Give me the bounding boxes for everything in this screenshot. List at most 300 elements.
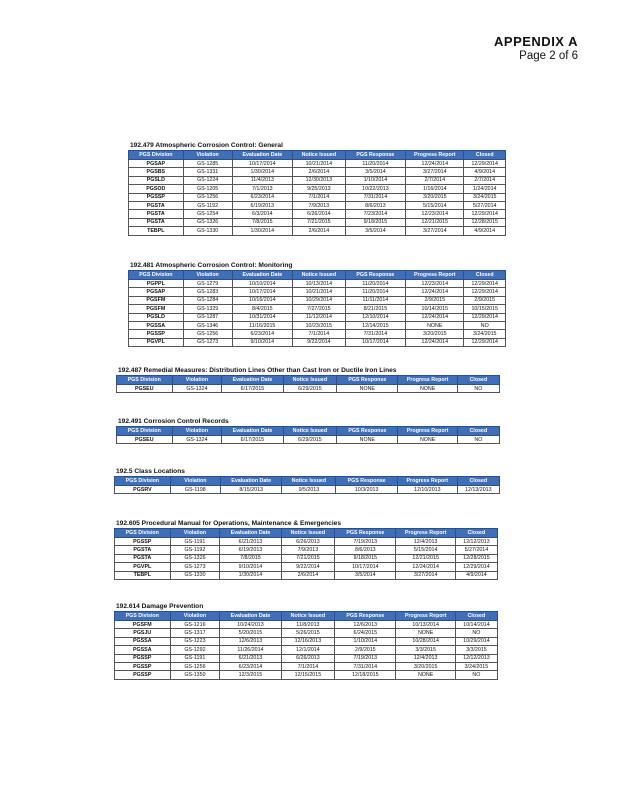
table-cell: 10/13/2014 xyxy=(292,280,345,288)
section-5 xyxy=(114,520,498,580)
table-cell: 12/14/2015 xyxy=(345,321,405,329)
table-cell: 12/6/2013 xyxy=(335,621,396,629)
table-row xyxy=(129,210,506,218)
column-header: Closed xyxy=(457,376,499,385)
table-cell: 12/21/2015 xyxy=(406,218,464,226)
table-cell: PGSTA xyxy=(115,554,171,562)
table-cell: 10/14/2015 xyxy=(406,305,464,313)
table-cell: 6/3/2014 xyxy=(232,210,292,218)
table-cell: PGSEU xyxy=(117,385,173,393)
table-row xyxy=(129,176,506,184)
column-header: Closed xyxy=(455,612,497,621)
table-cell: PGSSP xyxy=(129,330,184,338)
table-cell: PGSSP xyxy=(129,193,184,201)
column-header: PGS Response xyxy=(335,612,396,621)
table-cell: 12/13/2013 xyxy=(457,486,499,494)
table-row xyxy=(129,168,506,176)
table-cell: 7/19/2013 xyxy=(335,654,396,662)
column-header: Violation xyxy=(183,271,232,280)
table-row xyxy=(115,646,498,654)
section-title: 192.614 Damage Prevention xyxy=(116,603,204,610)
table-cell: 3/20/2015 xyxy=(396,662,455,670)
table-cell: GS-1273 xyxy=(170,563,220,571)
column-header: Closed xyxy=(457,427,499,436)
table-cell: 12/29/2014 xyxy=(464,210,506,218)
column-header: Notice Issued xyxy=(282,477,336,486)
table-header-row xyxy=(115,477,500,486)
table-cell: 12/15/2015 xyxy=(281,671,335,679)
table-cell: 7/31/2014 xyxy=(335,662,396,670)
table-cell: TEBPL xyxy=(115,571,171,579)
table-cell: 9/18/2015 xyxy=(345,218,405,226)
table-cell: 8/4/2015 xyxy=(232,305,292,313)
table-cell: 1/10/2014 xyxy=(345,176,405,184)
table-cell: 7/8/2015 xyxy=(220,554,281,562)
table-cell: NO xyxy=(455,671,497,679)
table-cell: PGSTA xyxy=(129,218,184,226)
table-cell: 6/21/2013 xyxy=(220,538,281,546)
column-header: Evaluation Date xyxy=(220,529,281,538)
table-cell: PGSSA xyxy=(115,646,171,654)
table-cell: 7/1/2014 xyxy=(281,662,335,670)
violations-table xyxy=(114,528,498,580)
table-cell: NO xyxy=(455,629,497,637)
violations-table xyxy=(114,476,500,494)
table-cell: 6/24/2015 xyxy=(335,629,396,637)
table-cell: 6/17/2015 xyxy=(222,385,283,393)
table-cell: 8/6/2013 xyxy=(345,201,405,209)
table-cell: 2/7/2014 xyxy=(464,176,506,184)
table-cell: 6/21/2013 xyxy=(220,654,281,662)
table-cell: PGSTA xyxy=(129,210,184,218)
section-6 xyxy=(114,603,498,680)
column-header: Notice Issued xyxy=(283,376,337,385)
table-cell: 3/5/2014 xyxy=(335,571,396,579)
table-cell: 11/16/2015 xyxy=(232,321,292,329)
table-cell: PGSSP xyxy=(115,654,171,662)
section-title: 192.5 Class Locations xyxy=(116,468,185,475)
table-cell: 6/23/2014 xyxy=(232,330,292,338)
column-header: Evaluation Date xyxy=(220,612,281,621)
column-header: Notice Issued xyxy=(292,271,345,280)
table-cell: 6/26/2013 xyxy=(281,538,335,546)
table-cell: 12/24/2014 xyxy=(406,313,464,321)
table-cell: 3/27/2014 xyxy=(396,571,455,579)
table-cell: NO xyxy=(464,321,506,329)
table-cell: PGSTA xyxy=(115,546,171,554)
table-cell: 12/29/2014 xyxy=(455,563,497,571)
table-cell: 7/31/2014 xyxy=(345,330,405,338)
table-cell: 6/29/2015 xyxy=(283,436,337,444)
section-title: 192.487 Remedial Measures: Distribution Lines Other than Cast Iron or Ductile Iron Lines xyxy=(118,367,397,374)
table-cell: 11/4/2013 xyxy=(232,176,292,184)
table-cell: GS-1317 xyxy=(170,629,220,637)
column-header: Evaluation Date xyxy=(220,477,282,486)
table-row xyxy=(129,296,506,304)
table-cell: 10/28/2014 xyxy=(396,637,455,645)
table-cell: GS-1216 xyxy=(170,621,220,629)
table-cell: 9/25/2013 xyxy=(292,185,345,193)
column-header: Violation xyxy=(170,612,220,621)
table-row xyxy=(115,538,498,546)
section-title: 192.481 Atmospheric Corrosion Control: Monitoring xyxy=(130,262,293,269)
page-header xyxy=(494,34,578,62)
table-cell: 5/27/2014 xyxy=(455,546,497,554)
table-cell: 12/12/2013 xyxy=(455,654,497,662)
table-cell: 3/27/2014 xyxy=(406,168,464,176)
table-cell: 6/19/2013 xyxy=(232,201,292,209)
table-header-row xyxy=(115,529,498,538)
table-row xyxy=(115,554,498,562)
column-header: PGS Division xyxy=(129,151,184,160)
table-row xyxy=(115,654,498,662)
violations-table xyxy=(114,611,498,680)
table-cell: GS-1191 xyxy=(170,538,220,546)
section-title: 192.479 Atmospheric Corrosion Control: General xyxy=(130,142,283,149)
table-cell: GS-1192 xyxy=(183,201,232,209)
table-cell: 12/6/2013 xyxy=(220,637,281,645)
table-cell: PGSSA xyxy=(115,637,171,645)
table-cell: 7/23/2014 xyxy=(345,210,405,218)
violations-table xyxy=(128,270,506,347)
table-cell: 2/9/2015 xyxy=(406,296,464,304)
column-header: Evaluation Date xyxy=(222,427,283,436)
table-cell: PGSFM xyxy=(115,621,171,629)
table-cell: 1/10/2014 xyxy=(335,637,396,645)
column-header: Violation xyxy=(172,427,222,436)
table-cell: GS-1223 xyxy=(170,637,220,645)
table-cell: 12/23/2014 xyxy=(406,280,464,288)
violations-table xyxy=(128,150,506,236)
section-3 xyxy=(116,418,500,444)
table-cell: PGSSP xyxy=(115,538,171,546)
table-cell: GS-1273 xyxy=(183,338,232,346)
table-cell: 12/28/2015 xyxy=(464,218,506,226)
column-header: PGS Response xyxy=(345,151,405,160)
table-cell: GS-1326 xyxy=(183,218,232,226)
table-cell: 7/19/2013 xyxy=(335,538,396,546)
table-cell: 12/12/2013 xyxy=(455,538,497,546)
table-cell: 6/17/2015 xyxy=(222,436,283,444)
table-cell: NONE xyxy=(398,385,457,393)
table-cell: 7/9/2013 xyxy=(281,546,335,554)
table-cell: 12/10/2014 xyxy=(345,313,405,321)
section-4 xyxy=(114,468,500,494)
table-cell: GS-1346 xyxy=(183,321,232,329)
table-cell: 1/30/2014 xyxy=(232,168,292,176)
table-cell: 10/15/2015 xyxy=(464,305,506,313)
table-cell: TEBPL xyxy=(129,227,184,235)
table-cell: 3/24/2015 xyxy=(455,662,497,670)
table-cell: 12/29/2014 xyxy=(464,338,506,346)
column-header: PGS Response xyxy=(337,376,398,385)
table-cell: GS-1330 xyxy=(183,227,232,235)
table-cell: NONE xyxy=(337,385,398,393)
table-cell: PGSSP xyxy=(115,671,171,679)
column-header: PGS Response xyxy=(336,477,398,486)
column-header: Notice Issued xyxy=(292,151,345,160)
table-cell: 1/24/2014 xyxy=(464,185,506,193)
table-cell: 4/9/2014 xyxy=(464,168,506,176)
column-header: Progress Report xyxy=(406,151,464,160)
table-row xyxy=(129,218,506,226)
column-header: PGS Response xyxy=(345,271,405,280)
column-header: PGS Division xyxy=(115,477,171,486)
table-cell: 6/23/2014 xyxy=(220,662,281,670)
column-header: PGS Division xyxy=(117,376,173,385)
column-header: Violation xyxy=(172,376,222,385)
table-cell: 12/3/2015 xyxy=(220,671,281,679)
table-cell: 10/14/2014 xyxy=(455,621,497,629)
table-row xyxy=(129,201,506,209)
table-cell: GS-1279 xyxy=(183,280,232,288)
table-header-row xyxy=(115,612,498,621)
table-cell: 3/3/2015 xyxy=(396,646,455,654)
table-cell: GS-1254 xyxy=(183,210,232,218)
table-row xyxy=(129,330,506,338)
table-cell: GS-1329 xyxy=(183,305,232,313)
table-cell: 9/22/2014 xyxy=(281,563,335,571)
section-0 xyxy=(128,142,506,236)
table-cell: 3/27/2014 xyxy=(406,227,464,235)
table-cell: 1/30/2014 xyxy=(220,571,281,579)
table-cell: PGSAP xyxy=(129,160,184,168)
table-cell: 6/29/2015 xyxy=(283,385,337,393)
table-cell: 5/15/2014 xyxy=(396,546,455,554)
table-cell: 3/20/2015 xyxy=(406,193,464,201)
table-cell: 11/12/2014 xyxy=(292,313,345,321)
table-cell: PGPPL xyxy=(129,280,184,288)
table-cell: 10/29/2014 xyxy=(292,296,345,304)
table-cell: 6/26/2014 xyxy=(292,210,345,218)
table-cell: 10/29/2014 xyxy=(455,637,497,645)
column-header: Violation xyxy=(170,529,220,538)
table-cell: GS-1285 xyxy=(183,160,232,168)
table-cell: GS-1192 xyxy=(170,546,220,554)
table-cell: 3/5/2014 xyxy=(345,227,405,235)
table-cell: GS-1350 xyxy=(170,671,220,679)
table-row xyxy=(129,227,506,235)
table-cell: PGVPL xyxy=(129,338,184,346)
table-header-row xyxy=(117,376,500,385)
table-cell: 7/8/2015 xyxy=(232,218,292,226)
column-header: Closed xyxy=(464,271,506,280)
table-row xyxy=(129,193,506,201)
table-cell: 12/21/2015 xyxy=(396,554,455,562)
table-cell: 11/11/2014 xyxy=(345,296,405,304)
table-cell: 2/9/2015 xyxy=(335,646,396,654)
column-header: Evaluation Date xyxy=(232,271,292,280)
table-cell: 2/6/2014 xyxy=(292,227,345,235)
table-cell: GS-1330 xyxy=(170,571,220,579)
table-header-row xyxy=(129,271,506,280)
column-header: Progress Report xyxy=(397,477,457,486)
table-cell: 12/24/2014 xyxy=(406,288,464,296)
table-cell: 9/5/2013 xyxy=(282,486,336,494)
table-cell: 10/23/2015 xyxy=(292,321,345,329)
table-cell: 3/24/2015 xyxy=(464,330,506,338)
table-cell: 6/26/2013 xyxy=(281,654,335,662)
column-header: PGS Division xyxy=(129,271,184,280)
column-header: PGS Division xyxy=(115,612,171,621)
table-header-row xyxy=(117,427,500,436)
table-row xyxy=(117,436,500,444)
table-row xyxy=(115,629,498,637)
table-row xyxy=(115,571,498,579)
column-header: Closed xyxy=(464,151,506,160)
table-cell: 11/20/2014 xyxy=(345,280,405,288)
column-header: Closed xyxy=(457,477,499,486)
table-cell: PGSBS xyxy=(129,168,184,176)
table-cell: 12/24/2014 xyxy=(406,160,464,168)
column-header: Violation xyxy=(170,477,220,486)
table-cell: 12/30/2013 xyxy=(292,176,345,184)
column-header: Notice Issued xyxy=(281,529,335,538)
table-cell: GS-1284 xyxy=(183,296,232,304)
table-cell: GS-1324 xyxy=(172,436,222,444)
table-row xyxy=(129,185,506,193)
table-cell: 12/24/2014 xyxy=(406,338,464,346)
table-cell: GS-1205 xyxy=(183,185,232,193)
table-cell: 8/15/2013 xyxy=(220,486,282,494)
table-cell: 9/18/2015 xyxy=(335,554,396,562)
table-cell: PGVPL xyxy=(115,563,171,571)
section-2 xyxy=(116,367,500,393)
table-row xyxy=(129,321,506,329)
column-header: Evaluation Date xyxy=(222,376,283,385)
table-cell: GS-1324 xyxy=(172,385,222,393)
table-cell: GS-1283 xyxy=(183,288,232,296)
table-cell: 12/29/2014 xyxy=(464,160,506,168)
table-cell: 5/27/2014 xyxy=(464,201,506,209)
table-cell: 10/13/2014 xyxy=(396,621,455,629)
column-header: PGS Division xyxy=(115,529,171,538)
table-cell: 6/23/2014 xyxy=(232,193,292,201)
table-cell: 12/29/2014 xyxy=(464,313,506,321)
table-row xyxy=(115,546,498,554)
table-cell: 11/20/2014 xyxy=(345,160,405,168)
table-cell: GS-1198 xyxy=(170,486,220,494)
table-cell: GS-1256 xyxy=(170,662,220,670)
table-cell: 10/17/2014 xyxy=(335,563,396,571)
table-cell: PGSEU xyxy=(117,436,173,444)
table-cell: 3/3/2015 xyxy=(455,646,497,654)
table-cell: 11/26/2014 xyxy=(220,646,281,654)
table-cell: PGSSA xyxy=(129,321,184,329)
appendix-title: APPENDIX A xyxy=(494,34,578,49)
table-cell: 8/6/2013 xyxy=(335,546,396,554)
section-title: 192.605 Procedural Manual for Operations, Maintenance & Emergencies xyxy=(116,520,341,527)
table-cell: 5/15/2014 xyxy=(406,201,464,209)
column-header: Violation xyxy=(183,151,232,160)
table-cell: 10/22/2013 xyxy=(345,185,405,193)
table-cell: 12/29/2014 xyxy=(464,288,506,296)
table-cell: 1/16/2014 xyxy=(406,185,464,193)
table-cell: 10/10/2014 xyxy=(232,280,292,288)
table-cell: GS-1292 xyxy=(170,646,220,654)
table-cell: NONE xyxy=(396,671,455,679)
table-cell: NONE xyxy=(396,629,455,637)
table-cell: PGSTA xyxy=(129,201,184,209)
table-header-row xyxy=(129,151,506,160)
table-cell: PGSFM xyxy=(129,305,184,313)
table-cell: 7/21/2015 xyxy=(281,554,335,562)
violations-table xyxy=(116,426,500,444)
table-cell: 12/1/2014 xyxy=(281,646,335,654)
column-header: PGS Division xyxy=(117,427,173,436)
table-cell: PGSLD xyxy=(129,176,184,184)
page-number: Page 2 of 6 xyxy=(519,50,578,62)
table-cell: 2/9/2015 xyxy=(464,296,506,304)
table-row xyxy=(115,637,498,645)
table-cell: 10/16/2014 xyxy=(232,296,292,304)
violations-table xyxy=(116,375,500,393)
table-row xyxy=(129,305,506,313)
table-cell: GS-1331 xyxy=(183,168,232,176)
table-row xyxy=(129,313,506,321)
table-row xyxy=(115,671,498,679)
table-cell: NO xyxy=(457,436,499,444)
table-row xyxy=(117,385,500,393)
column-header: Notice Issued xyxy=(283,427,337,436)
table-cell: PGSOD xyxy=(129,185,184,193)
table-row xyxy=(115,662,498,670)
table-cell: 2/7/2014 xyxy=(406,176,464,184)
table-cell: 12/28/2015 xyxy=(455,554,497,562)
table-cell: 7/9/2013 xyxy=(292,201,345,209)
table-cell: 7/27/2015 xyxy=(292,305,345,313)
table-cell: 7/31/2014 xyxy=(345,193,405,201)
table-cell: 10/24/2013 xyxy=(220,621,281,629)
table-cell: 4/9/2014 xyxy=(464,227,506,235)
column-header: Progress Report xyxy=(406,271,464,280)
table-cell: 3/5/2014 xyxy=(345,168,405,176)
table-cell: 10/17/2014 xyxy=(232,288,292,296)
column-header: PGS Response xyxy=(335,529,396,538)
table-cell: 10/21/2014 xyxy=(292,160,345,168)
table-cell: 10/3/2013 xyxy=(336,486,398,494)
table-cell: PGSJU xyxy=(115,629,171,637)
table-cell: 9/10/2014 xyxy=(232,338,292,346)
section-1 xyxy=(128,262,506,347)
table-cell: 8/21/2015 xyxy=(345,305,405,313)
table-cell: NONE xyxy=(406,321,464,329)
table-cell: 5/20/2015 xyxy=(220,629,281,637)
column-header: Progress Report xyxy=(398,427,457,436)
table-cell: 2/6/2014 xyxy=(292,168,345,176)
column-header: Evaluation Date xyxy=(232,151,292,160)
table-cell: 7/1/2013 xyxy=(232,185,292,193)
table-cell: GS-1224 xyxy=(183,176,232,184)
table-cell: 9/22/2014 xyxy=(292,338,345,346)
table-cell: 11/8/2013 xyxy=(281,621,335,629)
table-cell: 12/16/2013 xyxy=(281,637,335,645)
table-row xyxy=(115,486,500,494)
table-cell: PGSAP xyxy=(129,288,184,296)
table-cell: PGSLD xyxy=(129,313,184,321)
table-row xyxy=(129,288,506,296)
table-cell: 3/24/2015 xyxy=(464,193,506,201)
table-cell: 7/21/2015 xyxy=(292,218,345,226)
table-row xyxy=(115,621,498,629)
table-cell: PGSFM xyxy=(129,296,184,304)
table-row xyxy=(129,280,506,288)
column-header: Closed xyxy=(455,529,497,538)
table-cell: GS-1256 xyxy=(183,330,232,338)
table-row xyxy=(129,338,506,346)
table-cell: 2/6/2014 xyxy=(281,571,335,579)
table-cell: 1/30/2014 xyxy=(232,227,292,235)
